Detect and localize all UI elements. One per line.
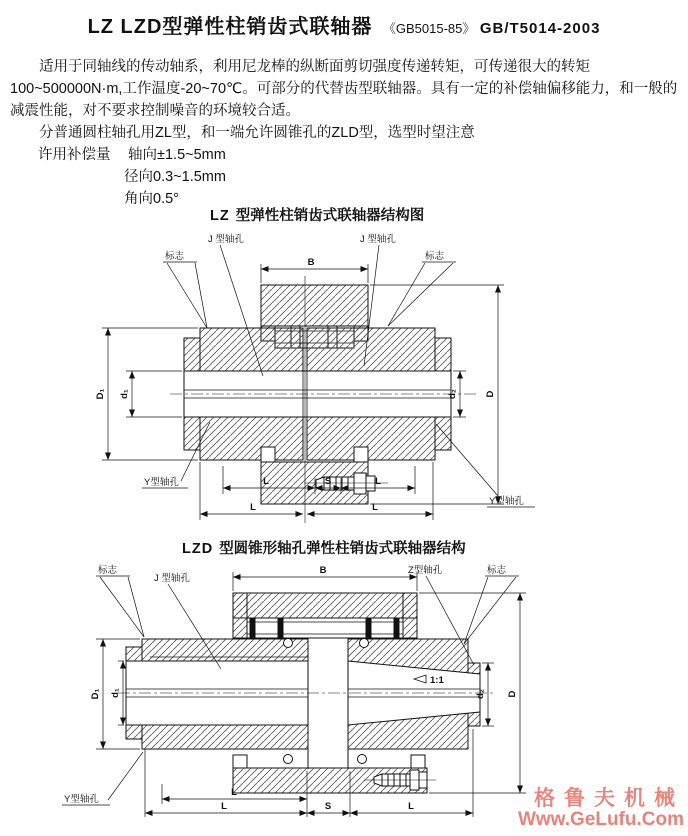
j-hole-label: J 型轴孔 [154, 573, 190, 584]
dim-label-S: S [324, 801, 332, 812]
figure2-caption-code: LZD [182, 541, 214, 557]
dim-label-L: L [231, 787, 237, 798]
standard-ref-new: GB/T5014-2003 [479, 20, 601, 37]
mark-label-left: 标志 [165, 251, 185, 262]
dim-label-B: B [319, 565, 327, 576]
intro-block [10, 56, 680, 210]
type-note-paragraph: 分普通圆柱轴孔用ZL型，和一端允许圆锥孔的ZLD型，选型时望注意 [39, 125, 475, 141]
fig2-center-column [308, 638, 348, 769]
dim-label-D1: D₁ [90, 688, 101, 700]
dim-label-L: L [375, 476, 381, 487]
dim-label-d2: d₂ [475, 688, 486, 700]
y-hole-label-left: Y型轴孔 [144, 477, 179, 488]
j-hole-label-left: J 型轴孔 [208, 234, 244, 245]
compensation-angular: 角向0.5° [124, 191, 179, 207]
watermark-company-name: 格鲁夫机械 [534, 787, 684, 811]
dim-label-L: L [221, 801, 227, 812]
fig2-left-hub-section [126, 639, 308, 764]
dim-label-S: S [324, 476, 332, 487]
dim-label-d1: d₁ [119, 389, 130, 399]
taper-label: 1:1 [430, 675, 444, 686]
fig2-bottom-sleeve-section [233, 755, 436, 793]
watermark-site-url: Www.GeLufu.Com [517, 809, 684, 831]
compensation-axial: 轴向±1.5~5mm [128, 147, 226, 163]
dim-label-B: B [307, 257, 315, 268]
dim-label-L: L [372, 502, 378, 513]
figure1-caption-code: LZ [210, 208, 230, 224]
figure1-diagram [48, 226, 568, 543]
compensation-label: 许用补偿量 [38, 147, 111, 163]
standard-ref-old: 《GB5015-85》 [382, 21, 476, 36]
figure1-caption-text: 型弹性柱销齿式联轴器结构图 [235, 208, 425, 224]
dim-label-D: D [507, 690, 518, 698]
compensation-radial: 径向0.3~1.5mm [124, 169, 226, 185]
intro-paragraph: 适用于同轴线的传动轴系，利用尼龙棒的纵断面剪切强度传递转矩，可传递很大的转矩100~500000N·m,工作温度-20~70℃。可部分的代替齿型联轴器。具有一定的补偿轴偏移能力，和一般的减震性能，对不要求控制噪音的环境较合适。 [10, 59, 678, 119]
fig2-sleeve-section [233, 593, 417, 638]
site-watermark [518, 787, 684, 831]
dim-label-d2: d₂ [447, 388, 458, 400]
dim-label-D: D [485, 390, 496, 398]
compensation-row [38, 144, 680, 166]
y-hole-label: Y型轴孔 [64, 794, 99, 805]
page-header [0, 10, 688, 39]
figure2-caption [182, 537, 466, 558]
figure2-caption-text: 型圆锥形轴孔弹性柱销齿式联轴器结构 [219, 541, 466, 557]
z-hole-label: Z型轴孔 [408, 565, 443, 576]
mark-label-left: 标志 [98, 565, 118, 576]
mark-label-right: 标志 [425, 251, 445, 262]
dim-label-L: L [263, 476, 269, 487]
figure1-caption [210, 204, 424, 225]
page-title: LZ LZD型弹性柱销齿式联轴器 [87, 16, 373, 38]
dim-label-D1: D₁ [95, 388, 106, 400]
y-hole-label-right: Y型轴孔 [489, 496, 524, 507]
dim-label-L: L [250, 502, 256, 513]
fig2-right-hub-section [348, 639, 480, 764]
j-hole-label-right: J 型轴孔 [360, 234, 396, 245]
dim-label-L: L [408, 801, 414, 812]
mark-label-right: 标志 [487, 565, 507, 576]
dim-label-d1: d₁ [110, 688, 121, 698]
